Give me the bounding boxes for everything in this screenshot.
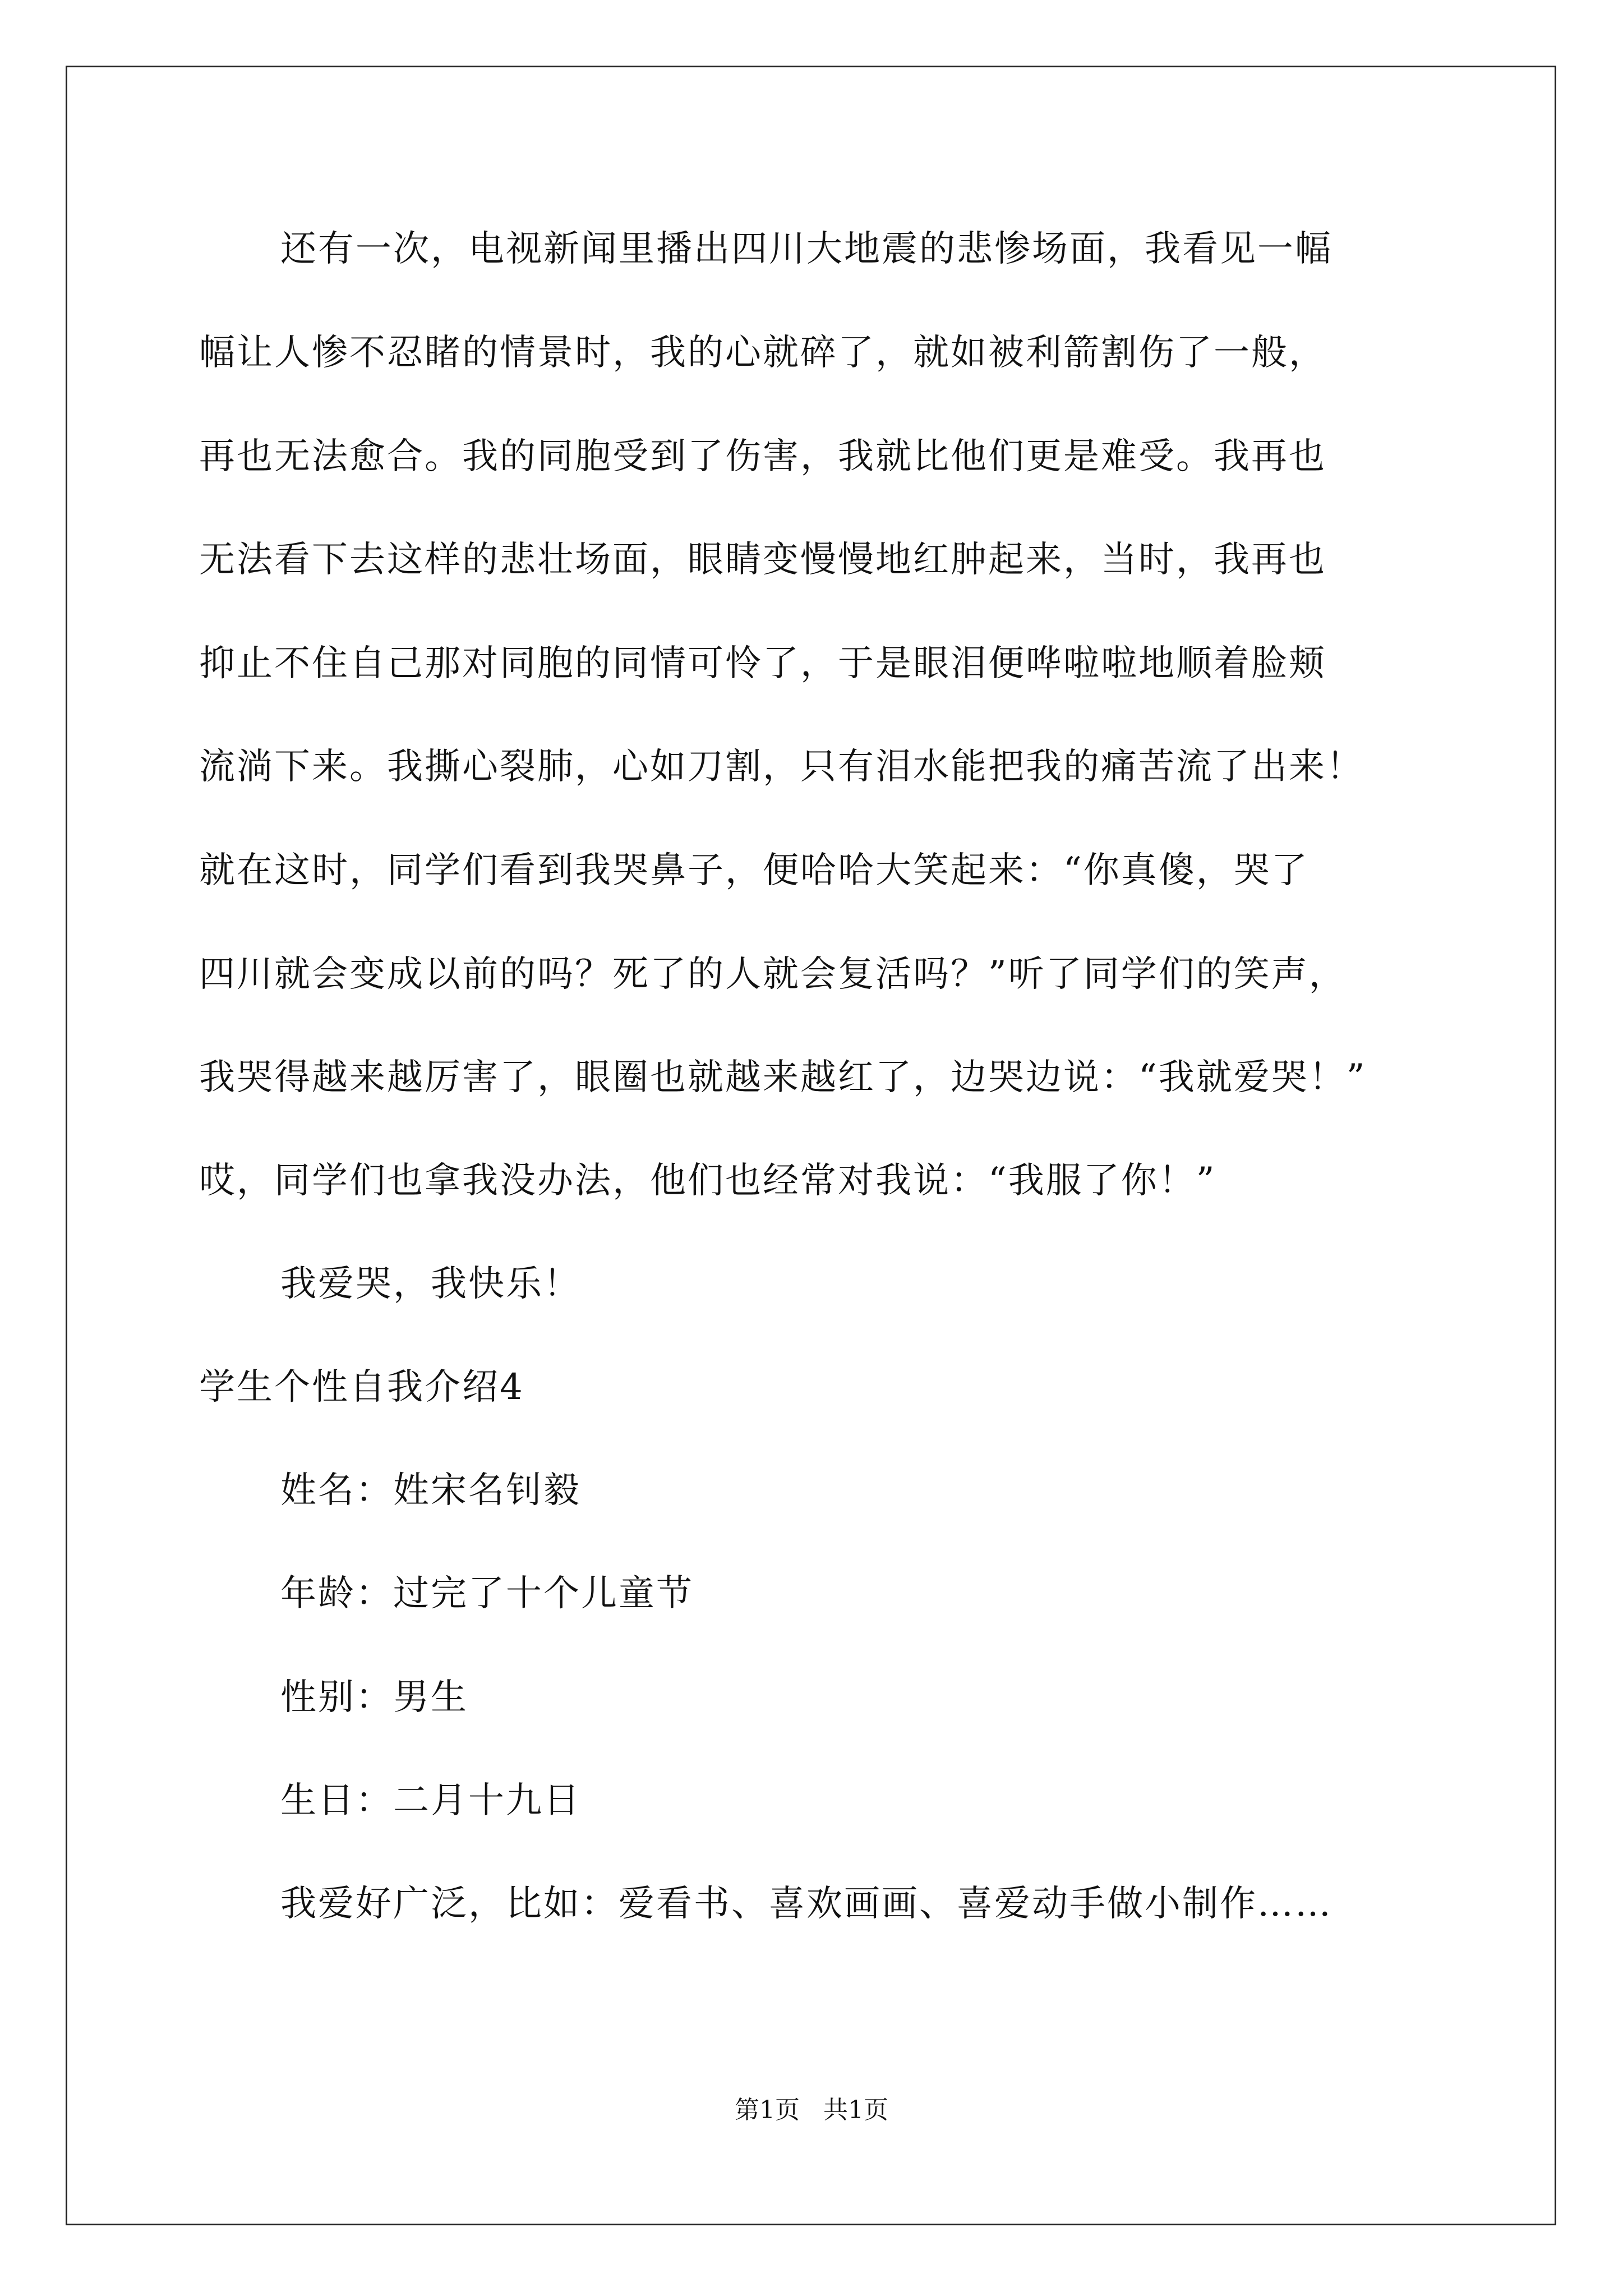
paragraph-line: 四川就会变成以前的吗？死了的人就会复活吗？”听了同学们的笑声， bbox=[199, 954, 1347, 995]
paragraph-line: 幅让人惨不忍睹的情景时，我的心就碎了，就如被利箭割伤了一般， bbox=[199, 332, 1326, 374]
page-footer: 第1页 共1页 bbox=[735, 2096, 888, 2124]
paragraph-line: 无法看下去这样的悲壮场面，眼睛变慢慢地红肿起来，当时，我再也 bbox=[199, 539, 1326, 581]
hobbies-line: 我爱好广泛，比如：爱看书、喜欢画画、喜爱动手做小制作…… bbox=[280, 1883, 1332, 1925]
paragraph-line: 抑止不住自己那对同胞的同情可怜了，于是眼泪便哗啦啦地顺着脸颊 bbox=[199, 643, 1326, 684]
info-name: 姓名：姓宋名钊毅 bbox=[280, 1470, 581, 1511]
paragraph-line: 就在这时，同学们看到我哭鼻子，便哈哈大笑起来：“你真傻，哭了 bbox=[199, 850, 1309, 891]
paragraph-line: 流淌下来。我撕心裂肺，心如刀割，只有泪水能把我的痛苦流了出来！ bbox=[199, 746, 1364, 788]
info-gender: 性别：男生 bbox=[280, 1677, 468, 1718]
section-heading: 学生个性自我介绍4 bbox=[199, 1366, 524, 1408]
paragraph-line: 我爱哭，我快乐！ bbox=[280, 1263, 581, 1305]
paragraph-line: 再也无法愈合。我的同胞受到了伤害，我就比他们更是难受。我再也 bbox=[199, 436, 1326, 477]
info-age: 年龄：过完了十个儿童节 bbox=[280, 1573, 694, 1614]
paragraph-line: 哎，同学们也拿我没办法，他们也经常对我说：“我服了你！” bbox=[199, 1160, 1216, 1202]
info-birthday: 生日：二月十九日 bbox=[280, 1780, 581, 1821]
paragraph-line: 我哭得越来越厉害了，眼圈也就越来越红了，边哭边说：“我就爱哭！” bbox=[199, 1057, 1367, 1098]
paragraph-line: 还有一次，电视新闻里播出四川大地震的悲惨场面，我看见一幅 bbox=[280, 228, 1332, 270]
